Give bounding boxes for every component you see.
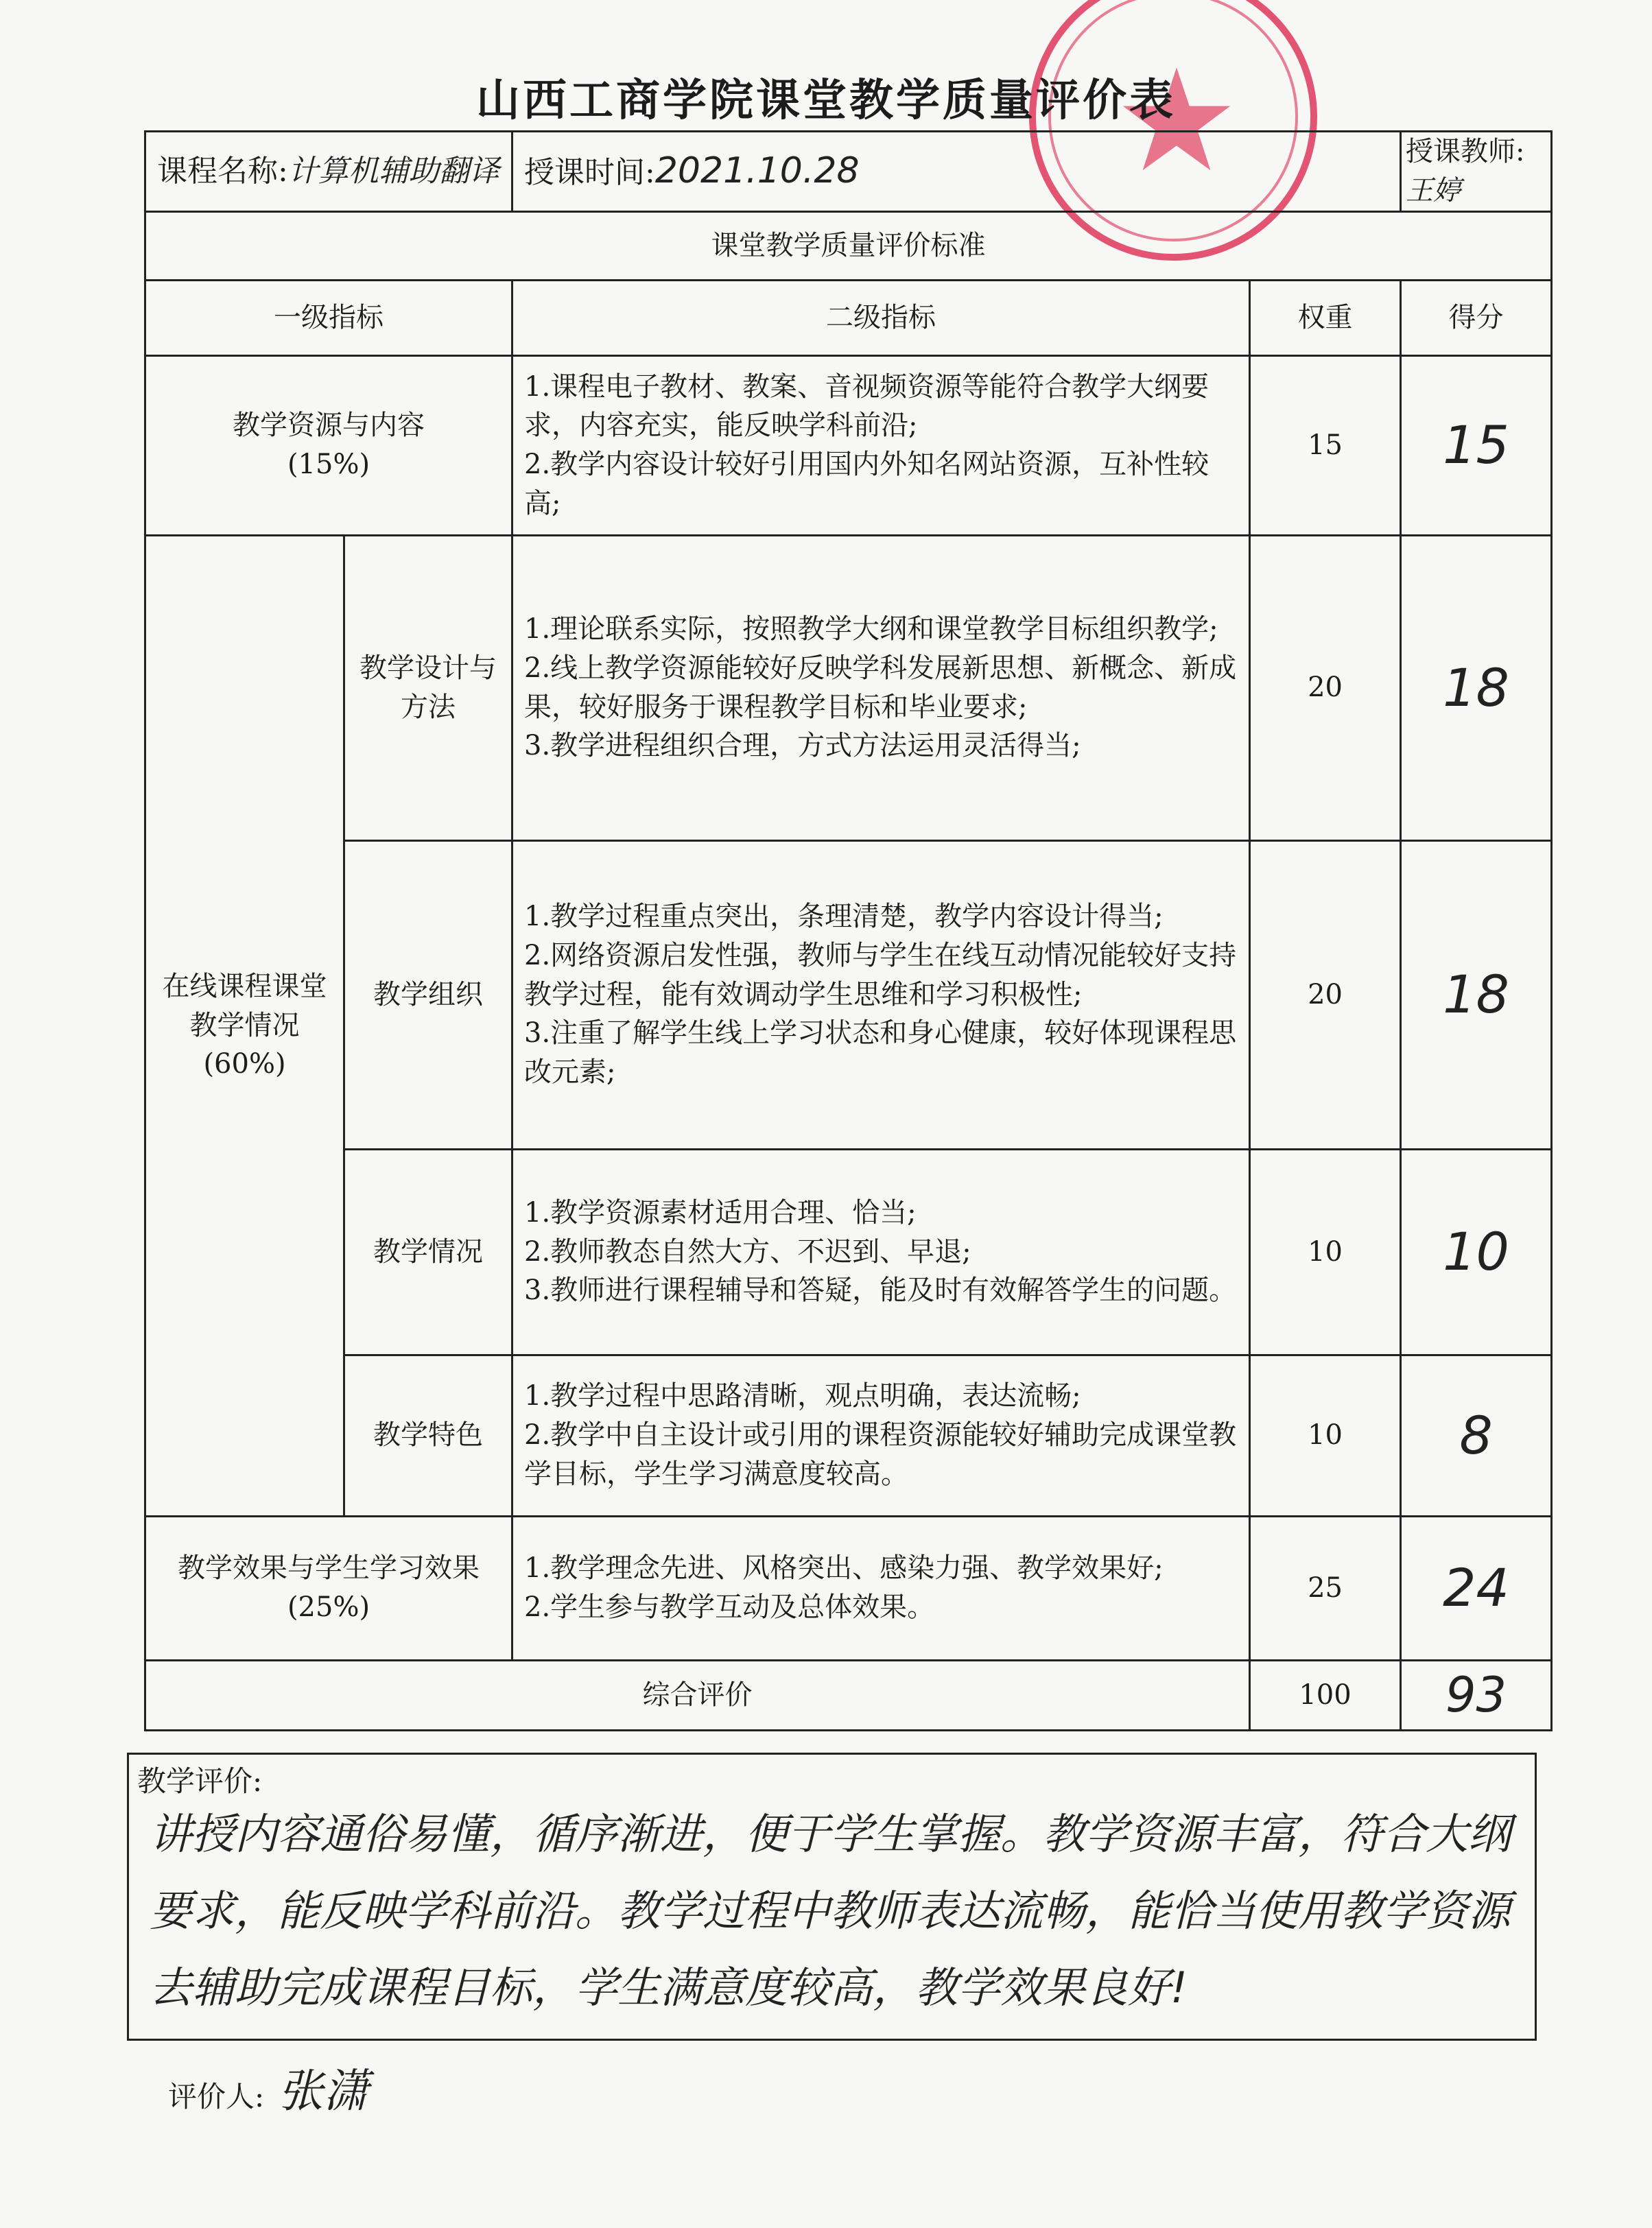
teaching-time-value: 2021.10.28 bbox=[654, 150, 860, 191]
section1-row bbox=[145, 355, 1552, 535]
standard-title: 课堂教学质量评价标准 bbox=[145, 211, 1552, 280]
evaluator-signature bbox=[168, 2054, 368, 2120]
total-row bbox=[145, 1660, 1552, 1730]
section2-name: 在线课程课堂教学情况 bbox=[162, 970, 327, 1041]
section2-name-cell bbox=[145, 535, 344, 1516]
course-name-label: 课程名称: bbox=[157, 153, 288, 189]
info-row bbox=[145, 132, 1552, 212]
sub1-criteria bbox=[512, 535, 1250, 840]
standard-title-row bbox=[145, 211, 1552, 280]
form-title: 山西工商学院课堂教学质量评价表 bbox=[476, 75, 1176, 126]
total-score: 93 bbox=[1401, 1660, 1552, 1730]
section2-sub4-row bbox=[145, 1355, 1552, 1516]
criterion-item: 2.学生参与教学互动及总体效果。 bbox=[524, 1591, 935, 1624]
sub-indicator-name: 教学情况 bbox=[344, 1149, 512, 1355]
section1-weight: 15 bbox=[1250, 355, 1401, 535]
criterion-item: 1.教学理念先进、风格突出、感染力强、教学效果好; bbox=[524, 1552, 1164, 1585]
section3-row bbox=[145, 1516, 1552, 1660]
section3-name-cell bbox=[145, 1516, 512, 1660]
sub4-criteria bbox=[512, 1355, 1250, 1516]
course-name-value: 计算机辅助翻译 bbox=[287, 153, 499, 189]
total-label: 综合评价 bbox=[145, 1660, 1250, 1730]
sub4-weight: 10 bbox=[1250, 1355, 1401, 1516]
evaluation-text: 讲授内容通俗易懂，循序渐进，便于学生掌握。教学资源丰富，符合大纲要求，能反映学科前沿。教学过程中教师表达流畅，能恰当使用教学资源去辅助完成课程目标，学生满意度较高，教学效果良好! bbox=[150, 1809, 1511, 2013]
course-name-cell bbox=[145, 132, 512, 212]
teaching-time-label: 授课时间: bbox=[524, 154, 655, 190]
sub-indicator-name: 教学特色 bbox=[344, 1355, 512, 1516]
criterion-item: 2.教师教态自然大方、不迟到、早退; bbox=[524, 1235, 971, 1268]
teacher-value: 王婷 bbox=[1406, 174, 1461, 206]
section3-weight: 25 bbox=[1250, 1516, 1401, 1660]
section2-sub1-row bbox=[145, 535, 1552, 840]
sub3-criteria bbox=[512, 1149, 1250, 1355]
section1-name-cell bbox=[145, 355, 512, 535]
criterion-item: 2.线上教学资源能较好反映学科发展新思想、新概念、新成果，较好服务于课程教学目标和毕业要求; bbox=[524, 652, 1237, 723]
sub1-score: 18 bbox=[1401, 535, 1552, 840]
criterion-item: 2.网络资源启发性强，教师与学生在线互动情况能较好支持教学过程，能有效调动学生思维和学习积极性; bbox=[524, 939, 1237, 1010]
evaluator-label: 评价人: bbox=[168, 2080, 265, 2113]
criterion-item: 1.教学过程中思路清晰，观点明确，表达流畅; bbox=[524, 1380, 1081, 1412]
column-header-row bbox=[145, 280, 1552, 355]
sub3-score: 10 bbox=[1401, 1149, 1552, 1355]
total-weight: 100 bbox=[1250, 1660, 1401, 1730]
score-header: 得分 bbox=[1401, 280, 1552, 355]
criterion-item: 3.注重了解学生线上学习状态和身心健康，较好体现课程思改元素; bbox=[524, 1017, 1237, 1089]
section1-criteria bbox=[512, 355, 1250, 535]
teaching-time-cell bbox=[512, 132, 1401, 212]
evaluation-comment-box bbox=[127, 1753, 1537, 2041]
teacher-label: 授课教师: bbox=[1406, 136, 1525, 167]
sub3-weight: 10 bbox=[1250, 1149, 1401, 1355]
evaluation-table bbox=[144, 130, 1553, 1731]
section1-score: 15 bbox=[1401, 355, 1552, 535]
sub-indicator-name: 教学组织 bbox=[344, 840, 512, 1149]
evaluation-label: 教学评价: bbox=[137, 1764, 263, 1798]
sub2-weight: 20 bbox=[1250, 840, 1401, 1149]
criterion-item: 1.理论联系实际，按照教学大纲和课堂教学目标组织教学; bbox=[524, 613, 1218, 645]
evaluator-value: 张潇 bbox=[278, 2065, 369, 2118]
sub1-weight: 20 bbox=[1250, 535, 1401, 840]
criterion-item: 1.教学资源素材适用合理、恰当; bbox=[524, 1196, 917, 1229]
weight-header: 权重 bbox=[1250, 280, 1401, 355]
section3-percent: (25%) bbox=[287, 1591, 370, 1624]
sub4-score: 8 bbox=[1401, 1355, 1552, 1516]
section2-sub3-row bbox=[145, 1149, 1552, 1355]
criterion-item: 1.课程电子教材、教案、音视频资源等能符合教学大纲要求，内容充实，能反映学科前沿; bbox=[524, 370, 1210, 442]
section3-score: 24 bbox=[1401, 1516, 1552, 1660]
sub2-criteria bbox=[512, 840, 1250, 1149]
section2-sub2-row bbox=[145, 840, 1552, 1149]
level1-header: 一级指标 bbox=[145, 280, 512, 355]
section3-criteria bbox=[512, 1516, 1250, 1660]
section3-name: 教学效果与学生学习效果 bbox=[178, 1552, 480, 1585]
criterion-item: 2.教学中自主设计或引用的课程资源能较好辅助完成课堂教学目标，学生学习满意度较高。 bbox=[524, 1419, 1237, 1490]
criterion-item: 1.教学过程重点突出，条理清楚，教学内容设计得当; bbox=[524, 901, 1164, 933]
sub-indicator-name: 教学设计与方法 bbox=[344, 535, 512, 840]
teacher-cell bbox=[1401, 132, 1552, 212]
section1-name: 教学资源与内容 bbox=[233, 410, 425, 442]
section2-percent: (60%) bbox=[203, 1048, 286, 1080]
criterion-item: 3.教学进程组织合理，方式方法运用灵活得当; bbox=[524, 730, 1081, 762]
criterion-item: 3.教师进行课程辅导和答疑，能及时有效解答学生的问题。 bbox=[524, 1275, 1237, 1307]
sub2-score: 18 bbox=[1401, 840, 1552, 1149]
criterion-item: 2.教学内容设计较好引用国内外知名网站资源，互补性较高; bbox=[524, 449, 1210, 519]
section1-percent: (15%) bbox=[287, 449, 370, 481]
level2-header: 二级指标 bbox=[512, 280, 1250, 355]
